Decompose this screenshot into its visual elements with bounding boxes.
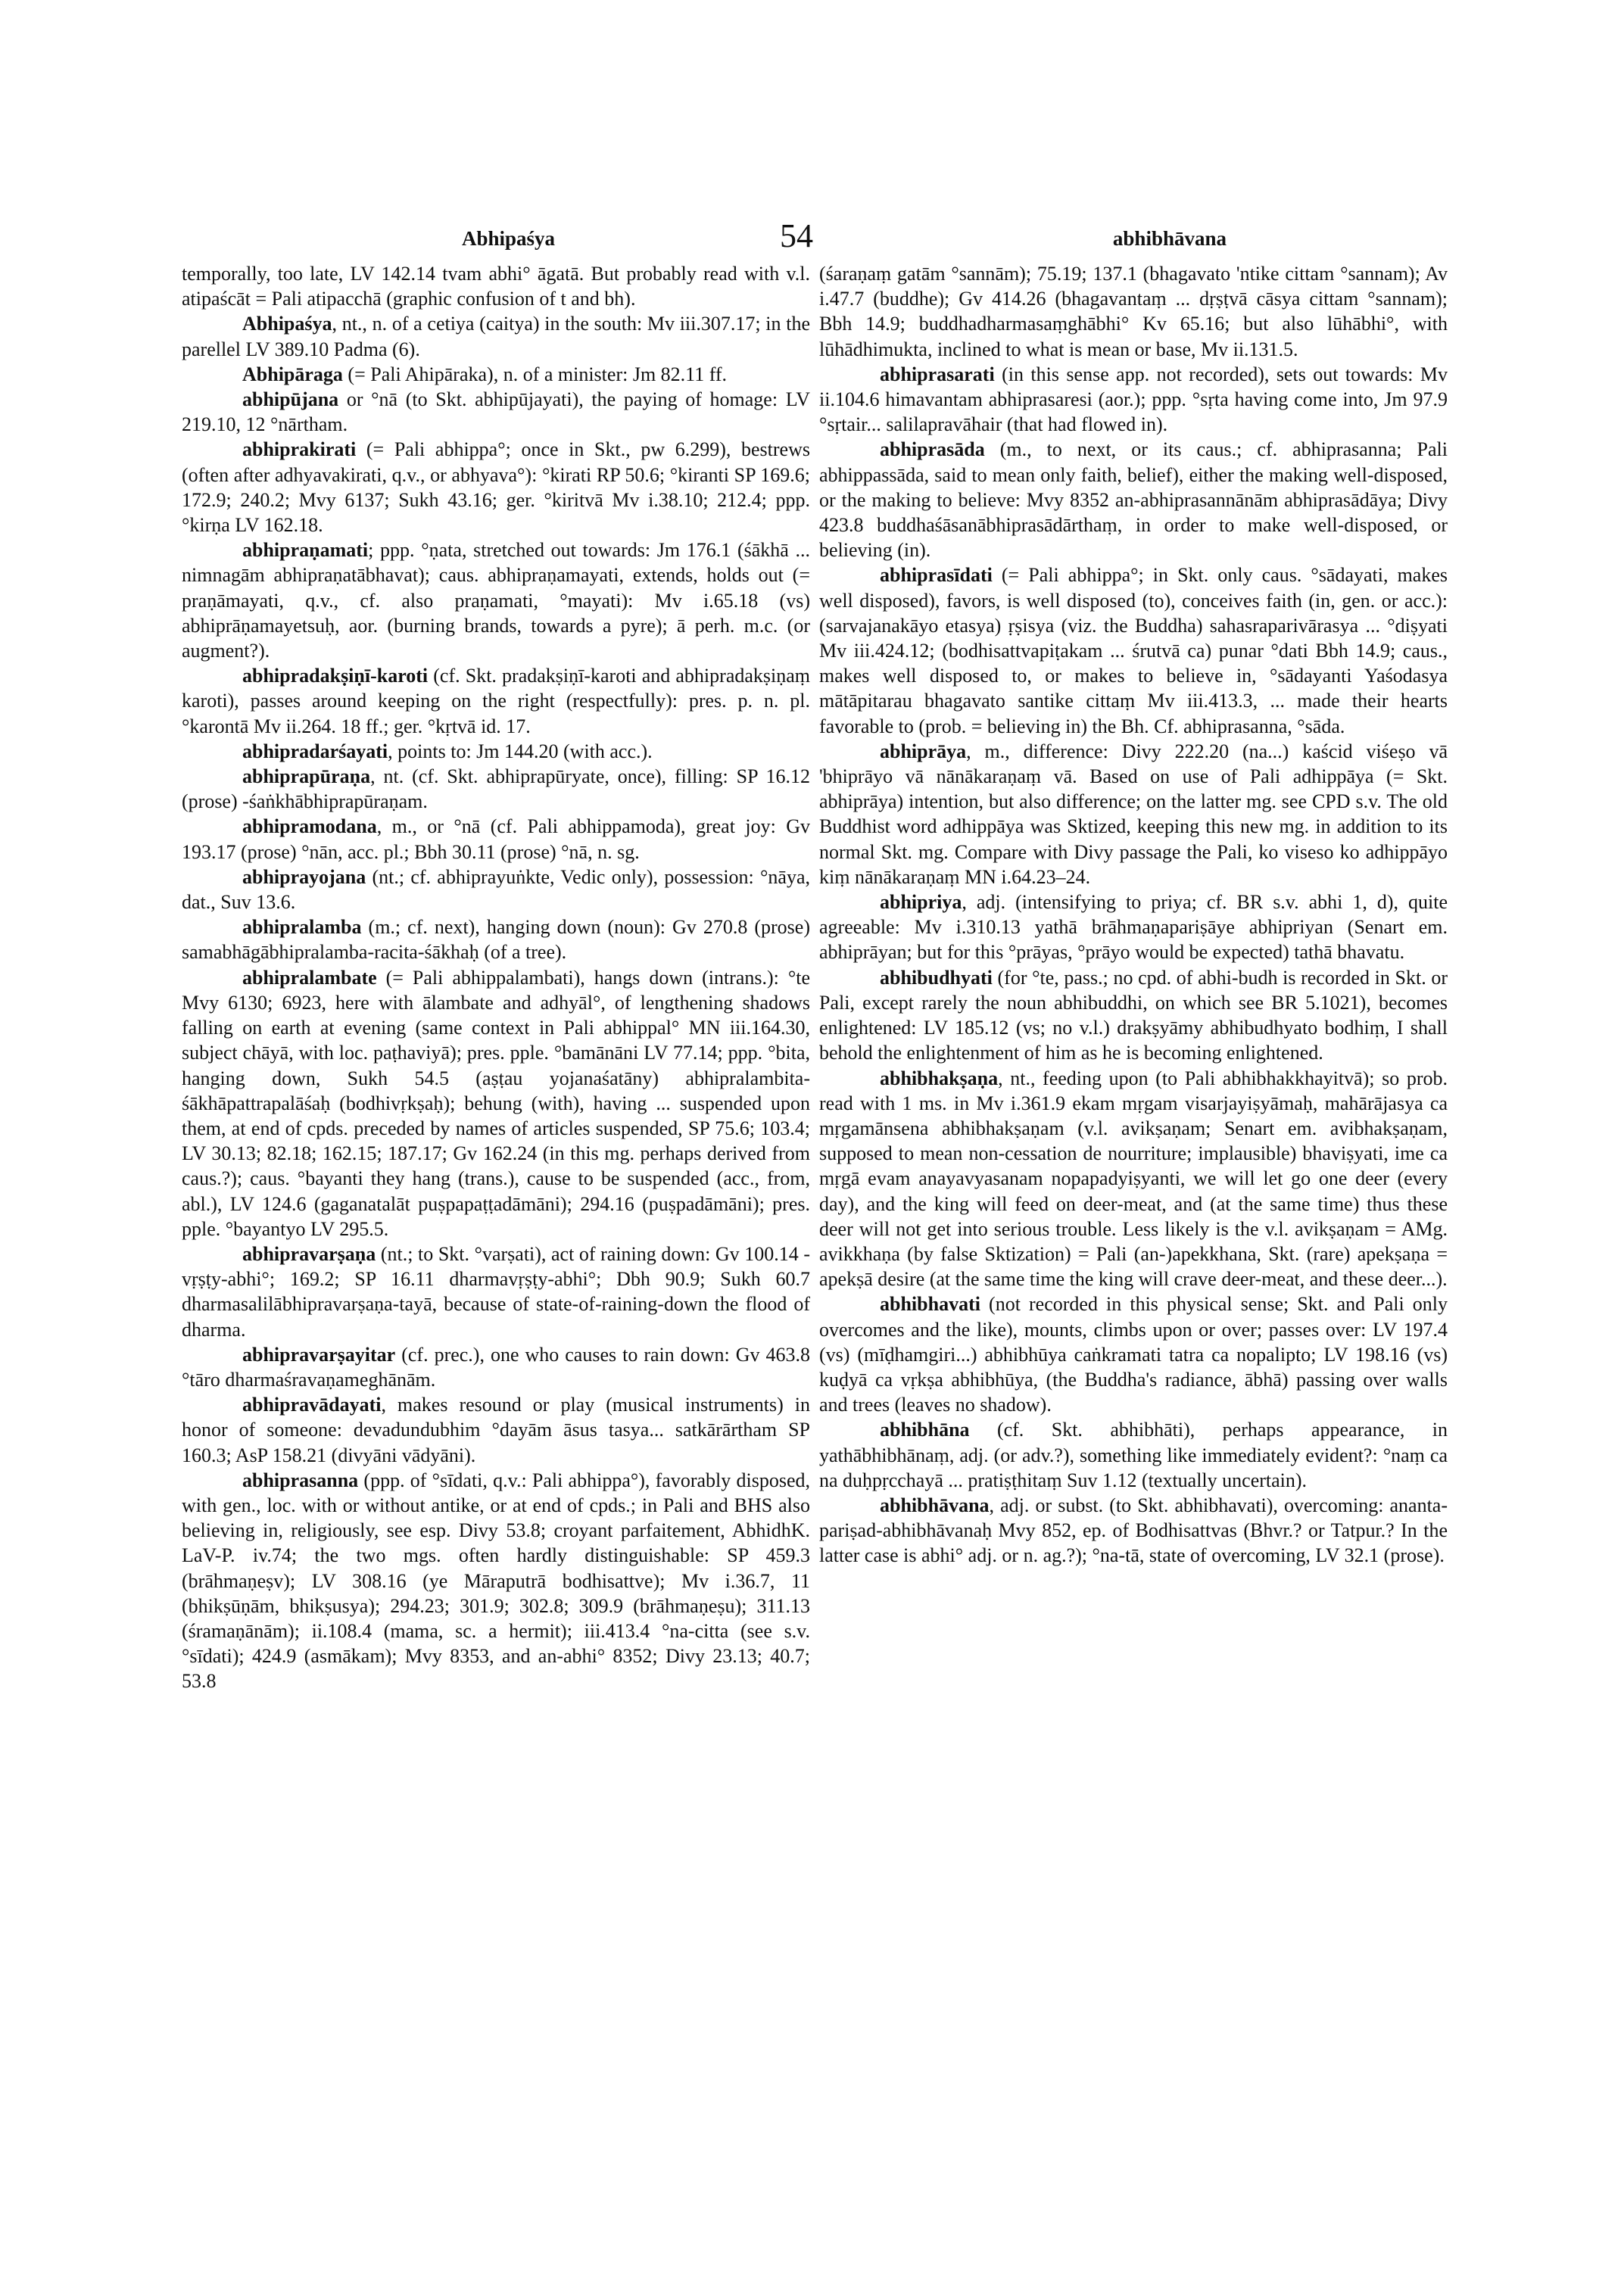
dictionary-entry — [182, 261, 810, 311]
right-column — [819, 261, 1448, 1569]
entry-headword: abhipralamba — [242, 916, 362, 939]
entry-definition: (for °te, pass.; no cpd. of abhi-budh is recorded in Skt. or Pali, except rarely the noun abhibuddhi, on which see BR 5.1021), becomes enlightened: LV 185.12 (vs; no v.l.) drakṣyāmy abhibudhyato bodhiṃ, I shall behold the enlightenment of him as he is becoming enlightened. — [819, 966, 1448, 1064]
entry-definition: or °nā (to Skt. abhipūjayati), the paying of homage: LV 219.10, 12 °nārtham. — [182, 388, 810, 436]
left-column — [182, 261, 810, 1694]
entry-definition: (= Pali abhippalambati), hangs down (intrans.): °te Mvy 6130; 6923, here with ālambate and adhyāl°, of lengthening shadows falling on earth at evening (same context in Pali abhippal° MN iii.164.30, subject chāyā, with loc. paṭhaviyā); pres. pple. °bamānāni LV 77.14; ppp. °bita, hanging down, Sukh 54.5 (aṣṭau yojanaśatāny) abhipralambita-śākhāpattrapalāśaḥ (bodhivṛkṣaḥ); behung (with), having ... suspended upon them, at end of cpds. preceded by names of articles suspended, SP 75.6; 103.4; LV 30.13; 82.18; 162.15; 187.17; Gv 162.24 (in this mg. perhaps derived from caus.?); caus. °bayanti they hang (trans.), cause to be suspended (acc., from, abl.), LV 124.6 (gaganatalāt puṣpapaṭṭadāmāni); 294.16 (puṣpadāmāni); pres. pple. °bayantyo LV 295.5. — [182, 966, 810, 1240]
entry-headword: abhiprasanna — [242, 1469, 359, 1491]
entry-headword: abhiprayojana — [242, 865, 366, 888]
header-left-guide-word: Abhipaśya — [462, 227, 556, 250]
entry-headword: abhipradarśayati — [242, 740, 388, 762]
running-header — [182, 217, 1446, 263]
entry-headword: abhibudhyati — [880, 966, 993, 989]
dictionary-entry — [182, 1342, 810, 1392]
entry-headword: abhipradakṣiṇī-karoti — [242, 665, 429, 687]
dictionary-entry — [819, 889, 1448, 965]
entry-definition: , m., or °nā (cf. Pali abhippamoda), great joy: Gv 193.17 (prose) °nān, acc. pl.; Bbh 30.11 (prose) °nā, n. sg. — [182, 815, 810, 863]
dictionary-entry — [182, 537, 810, 663]
entry-headword: abhiprāya — [880, 740, 967, 762]
entry-definition: , nt., feeding upon (to Pali abhibhakkhayitvā); so prob. read with 1 ms. in Mv i.361.9 ekam mṛgam visarjayiṣyāmaḥ, mahārājasya ca mṛgamānsena abhibhakṣaṇam (v.l. avikṣaṇam; Senart em. avibhakṣaṇam, supposed to mean non-cessation de nourriture; implausible) bhaviṣyati, ime ca mṛgā evam anayavyasanam nopapadyiṣyanti, we will let go one deer (every day), and the king will feed on deer-meat, and (at the same time) thus these deer will not get into serious trouble. Less likely is the v.l. avikṣaṇam = AMg. avikkhaṇa (by false Sktization) = Pali (an-)apekkhana, Skt. (rare) apekṣaṇa = apekṣā desire (at the same time the king will crave deer-meat, and these deer...). — [819, 1067, 1448, 1291]
dictionary-entry — [182, 311, 810, 361]
entry-definition: (m., to next, or its caus.; cf. abhiprasanna; Pali abhippassāda, said to mean only faith, belief), either the making well-disposed, or the making to believe: Mvy 8352 an-abhiprasannānām abhiprasādāya; Divy 423.8 buddhaśāsanābhiprasādārthaṃ, in order to make well-disposed, or believing (in). — [819, 438, 1448, 562]
entry-headword: abhibhavati — [880, 1293, 980, 1316]
entry-definition: (not recorded in this physical sense; Skt. and Pali only overcomes and the like), mounts, climbs upon or over; passes over: LV 197.4 (vs) (mīḍhamgiri...) abhibhūya caṅkramati tatra ca nopalipto; LV 198.16 (vs) kuḍyā ca vṛkṣa abhibhūya, (the Buddha's radiance, ābhā) passing over walls and trees (leaves no shadow). — [819, 1293, 1448, 1416]
entry-definition: , points to: Jm 144.20 (with acc.). — [388, 740, 653, 762]
dictionary-entry — [819, 1291, 1448, 1417]
dictionary-entry — [182, 362, 810, 387]
entry-definition: (nt.; cf. abhiprayuṅkte, Vedic only), possession: °nāya, dat., Suv 13.6. — [182, 865, 810, 914]
page-number: 54 — [780, 217, 813, 254]
entry-headword: abhipramodana — [242, 815, 377, 838]
dictionary-entry — [182, 965, 810, 1242]
entry-headword: abhiprasīdati — [880, 564, 993, 587]
entry-headword: abhiprasāda — [880, 438, 985, 461]
entry-definition: (cf. prec.), one who causes to rain down: Gv 463.8 °tāro dharmaśravaṇameghānām. — [182, 1343, 810, 1391]
entry-definition: (m.; cf. next), hanging down (noun): Gv 270.8 (prose) samabhāgābhipralamba-racita-śākhaḥ (of a tree). — [182, 916, 810, 964]
dictionary-entry — [182, 1242, 810, 1342]
entry-headword: abhipraṇamati — [242, 539, 369, 562]
entry-headword: abhibhāna — [880, 1419, 970, 1441]
entry-definition: (cf. Skt. pradakṣiṇī-karoti and abhipradakṣiṇaṃ karoti), passes around keeping on the right (respectfully): pres. p. n. pl. °karontā Mv ii.264. 18 ff.; ger. °kṛtvā id. 17. — [182, 665, 810, 737]
dictionary-entry — [182, 1392, 810, 1468]
dictionary-entry — [819, 1066, 1448, 1292]
entry-headword: abhibhāvana — [880, 1494, 990, 1516]
entry-headword: abhiprapūraṇa — [242, 765, 371, 788]
entry-headword: abhipralambate — [242, 966, 377, 989]
dictionary-entry — [819, 562, 1448, 738]
dictionary-entry — [182, 663, 810, 739]
dictionary-entry — [819, 362, 1448, 438]
dictionary-entry — [819, 965, 1448, 1066]
entry-definition: (= Pali abhippa°; in Skt. only caus. °sādayati, makes well disposed), favors, is well disposed (to), conceives faith (in, gen. or acc.): (sarvajanakāyo etasya) ṛṣisya (viz. the Buddha) sahasraparivārasya ... °diṣyati Mv iii.424.12; (bodhisattvapiṭakam ... śrutvā ca) punar °dati Bbh 14.9; caus., makes well disposed to, or makes to believe in, °sādayanti Yaśodasya mātāpitarau bhagavato santike cittaṃ Mv iii.413.3, ... made their hearts favorable to (prob. = believing in) the Bh. Cf. abhiprasanna, °sāda. — [819, 564, 1448, 737]
entry-headword: abhiprakirati — [242, 438, 357, 461]
dictionary-entry — [819, 739, 1448, 889]
entry-headword: Abhipāraga — [242, 363, 343, 385]
entry-definition: , m., difference: Divy 222.20 (na...) kaścid viśeṣo vā 'bhiprāyo vā nānākaraṇaṃ vā. Based on use of Pali adhippāya (= Skt. abhiprāya) intention, but also difference; on the latter mg. see CPD s.v. The old Buddhist word adhippāya was Sktized, keeping this new mg. in addition to its normal Skt. mg. Compare with Divy passage the Pali, ko viseso ko adhippāyo kiṃ nānākaraṇaṃ MN i.64.23–24. — [819, 740, 1448, 888]
dictionary-entry — [182, 1468, 810, 1694]
entry-definition: (in this sense app. not recorded), sets out towards: Mv ii.104.6 himavantam abhiprasaresi (aor.); ppp. °sṛta having come into, Jm 97.9 °sṛtair... salilapravāhair (that had flowed in). — [819, 363, 1448, 436]
dictionary-entry — [182, 387, 810, 437]
entry-headword: abhipravarṣaṇa — [242, 1242, 376, 1265]
entry-definition: , adj. (intensifying to priya; cf. BR s.v. abhi 1, d), quite agreeable: Mv i.310.13 yathā brāhmaṇapariṣāye abhipriyan (Senart em. abhiprāyan; but for this °prāyas, °prāyo would be expected) tathā bhavatu. — [819, 891, 1448, 964]
entry-headword: abhipravarṣayitar — [242, 1343, 396, 1366]
entry-definition: (ppp. of °sīdati, q.v.: Pali abhippa°), favorably disposed, with gen., loc. with or without antike, or at end of cpds.; in Pali and BHS also believing in, religiously, see esp. Divy 53.8; croyant parfaitement, AbhidhK. LaV-P. iv.74; the two mgs. often hardly distinguishable: SP 459.3 (brāhmaṇeṣv); LV 308.16 (ye Māraputrā bodhisattve); Mv i.36.7, 11 (bhikṣūṇām, bhikṣusya); 294.23; 301.9; 302.8; 309.9 (brāhmaṇeṣu); 311.13 (śramaṇānām); ii.108.4 (mama, sc. a hermit); iii.413.4 °na-citta (see s.v. °sīdati); 424.9 (asmākam); Mvy 8353, and an-abhi° 8352; Divy 23.13; 40.7; 53.8 — [182, 1469, 810, 1693]
header-right-guide-word: abhibhāvana — [1112, 227, 1227, 250]
dictionary-entry — [182, 437, 810, 537]
dictionary-entry — [819, 261, 1448, 362]
entry-definition: (nt.; to Skt. °varṣati), act of raining down: Gv 100.14 -vṛṣṭy-abhi°; 169.2; SP 16.11 dharmavṛṣṭy-abhi°; Dbh 90.9; Sukh 60.7 dharmasalilābhipravarṣaṇa-tayā, because of state-of-raining-down the flood of dharma. — [182, 1242, 810, 1341]
entry-headword: abhibhakṣaṇa — [880, 1067, 999, 1089]
dictionary-entry — [819, 1493, 1448, 1569]
entry-headword: abhipravādayati — [242, 1394, 382, 1416]
entry-definition: (cf. Skt. abhibhāti), perhaps appearance, in yathābhibhānaṃ, adj. (or adv.?), something like immediately evident?: °naṃ ca na duḥpṛcchayā ... pratiṣṭhitaṃ Suv 1.12 (textually uncertain). — [819, 1419, 1448, 1491]
dictionary-entry — [182, 914, 810, 964]
dictionary-entry — [182, 764, 810, 814]
entry-headword: abhipriya — [880, 891, 962, 914]
entry-definition: , adj. or subst. (to Skt. abhibhavati), overcoming: ananta-pariṣad-abhibhāvanaḥ Mvy 852, ep. of Bodhisattvas (Bhvr.? or Tatpur.? In the latter case is abhi° adj. or n. ag.?); °na-tā, state of overcoming, LV 32.1 (prose). — [819, 1494, 1448, 1567]
entry-headword: abhiprasarati — [880, 363, 995, 385]
entry-definition: , nt. (cf. Skt. abhiprapūryate, once), filling: SP 16.12 (prose) -śaṅkhābhiprapūraṇam. — [182, 765, 810, 813]
entry-definition: , makes resound or play (musical instruments) in honor of someone: devadundubhim °dayām āsus tasya... satkārārtham SP 160.3; AsP 158.21 (divyāni vādyāni). — [182, 1394, 810, 1466]
entry-definition: (= Pali Ahipāraka), n. of a minister: Jm 82.11 ff. — [342, 363, 728, 385]
entry-headword: Abhipaśya — [242, 313, 332, 335]
entry-definition: ; ppp. °ṇata, stretched out towards: Jm 176.1 (śākhā ... nimnagām abhipraṇatābhavat); caus. abhipraṇamayati, extends, holds out (= praṇāmayati, q.v., cf. also praṇamati, °mayati): Mv i.65.18 (vs) abhiprāṇamayetsuḥ, aor. (burning brands, towards a pyre); ā perh. m.c. (or augment?). — [182, 539, 810, 662]
dictionary-entry — [182, 865, 810, 914]
entry-headword: abhipūjana — [242, 388, 339, 411]
entry-definition: temporally, too late, LV 142.14 tvam abhi° āgatā. But probably read with v.l. atipaścāt = Pali atipacchā (graphic confusion of t and bh). — [182, 263, 810, 310]
dictionary-entry — [182, 739, 810, 764]
entry-definition: (= Pali abhippa°; once in Skt., pw 6.299), bestrews (often after adhyavakirati, q.v., or abhyava°): °kirati RP 50.6; °kiranti SP 169.6; 172.9; 240.2; Mvy 6137; Sukh 43.16; ger. °kiritvā Mv i.38.10; 212.4; ppp. °kirṇa LV 162.18. — [182, 438, 810, 537]
dictionary-entry — [819, 1417, 1448, 1493]
dictionary-entry — [819, 437, 1448, 562]
dictionary-entry — [182, 814, 810, 864]
entry-definition: , nt., n. of a cetiya (caitya) in the south: Mv iii.307.17; in the parellel LV 389.10 Padma (6). — [182, 313, 810, 360]
entry-definition: (śaraṇaṃ gatām °sannām); 75.19; 137.1 (bhagavato 'ntike cittam °sannam); Av i.47.7 (buddhe); Gv 414.26 (bhagavantaṃ ... dṛṣṭvā cāsya cittam °sannam); Bbh 14.9; buddhadharmasaṃghābhi° Kv 65.16; but also lūhābhi°, with lūhādhimukta, inclined to what is mean or base, Mv ii.131.5. — [819, 263, 1448, 360]
